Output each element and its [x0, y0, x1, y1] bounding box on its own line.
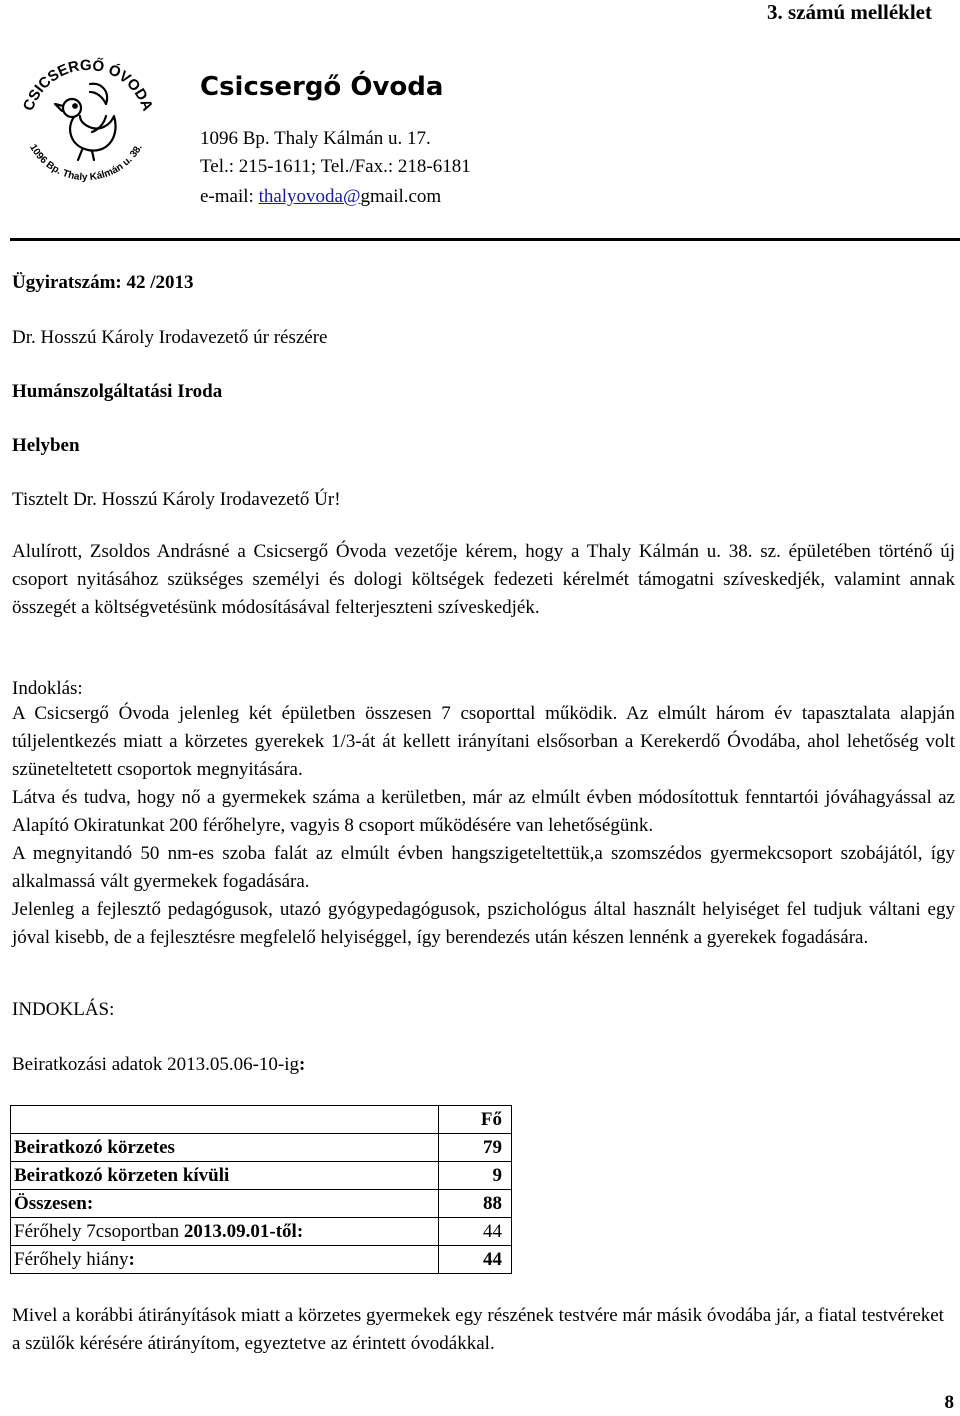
enrollment-title — [12, 1054, 305, 1076]
table-row-label: Beiratkozó körzeten kívüli — [11, 1162, 439, 1190]
table-cell — [11, 1106, 439, 1134]
table-row-label: Beiratkozó körzetes — [11, 1134, 439, 1162]
case-number: Ügyiratszám: 42 /2013 — [12, 272, 194, 293]
table-row-value: 44 — [439, 1246, 512, 1274]
email-domain: gmail.com — [360, 186, 442, 207]
phone: Tel.: 215-1611; Tel./Fax.: 218-6181 — [200, 156, 471, 177]
table-row — [11, 1134, 512, 1162]
table-row — [11, 1218, 512, 1246]
justification-caps: INDOKLÁS: — [12, 999, 115, 1020]
table-row-value: 9 — [439, 1162, 512, 1190]
table-row-label — [11, 1218, 439, 1246]
table-row-label-bold: : — [128, 1248, 135, 1270]
email-prefix: e-mail: — [200, 186, 259, 207]
justification-paragraph: A megnyitandó 50 nm-es szoba falát az elmúlt évben hangszigeteltettük,a szomszédos gyermekcsoport szobájától, így alkalmassá vált gyermekek fogadására. — [12, 843, 955, 892]
email-link[interactable]: thalyovoda@ — [258, 186, 361, 207]
justification-body — [12, 700, 955, 952]
enrollment-title-colon: : — [299, 1054, 306, 1075]
address: 1096 Bp. Thaly Kálmán u. 17. — [200, 128, 431, 149]
request-paragraph — [12, 538, 955, 622]
table-row — [11, 1162, 512, 1190]
page-number: 8 — [944, 1392, 954, 1413]
table-row-value: 79 — [439, 1134, 512, 1162]
enrollment-title-text: Beiratkozási adatok 2013.05.06-10-ig — [12, 1054, 300, 1075]
justification-paragraph: A Csicsergő Óvoda jelenleg két épületben összesen 7 csoporttal működik. Az elmúlt három év tapasztalata alapján túljelentkezés miatt a körzetes gyerekek 1/3-át át kellett irányítani elsősorban a Kerekerdő Óvodába, ahol lehetőség volt szüneteltetett csoportok megnyitására. — [12, 703, 955, 780]
svg-text:1096 Bp. Thaly Kálmán u. 38.: 1096 Bp. Thaly Kálmán u. 38. — [27, 142, 145, 184]
table-row-value: 88 — [439, 1190, 512, 1218]
table-row-label-bold: 2013.09.01-től: — [183, 1220, 304, 1242]
institution-name: Csicsergő Óvoda — [200, 72, 444, 102]
recipient-location: Helyben — [12, 435, 80, 456]
table-row-label: Összesen: — [11, 1190, 439, 1218]
table-row-label-plain: Férőhely hiány — [14, 1248, 129, 1270]
annex-label: 3. számú melléklet — [766, 0, 932, 24]
table-header-row — [11, 1106, 512, 1134]
salutation: Tisztelt Dr. Hosszú Károly Irodavezető Úr! — [12, 489, 341, 510]
table-row-value: 44 — [439, 1218, 512, 1246]
kindergarten-logo — [6, 32, 166, 192]
request-text: Alulírott, Zsoldos Andrásné a Csicsergő Óvoda vezetője kérem, hogy a Thaly Kálmán u. 38. sz. épületében történő új csoport nyitásához szükséges személyi és dologi költségek fedezeti kérelmét támogatni szíveskedjék, valamint annak összegét a költségvetésünk módosításával felterjeszteni szíveskedjék. — [12, 541, 955, 618]
closing-paragraph — [12, 1302, 955, 1358]
bird-icon — [55, 84, 116, 160]
table-row-label — [11, 1246, 439, 1274]
justification-paragraph: Látva és tudva, hogy nő a gyermekek száma a kerületben, már az elmúlt évben módosítottuk fenntartói jóváhagyással az Alapító Okiratunkat 200 férőhelyre, vagyis 8 csoport működésére van lehetőségünk. — [12, 787, 955, 836]
enrollment-table — [10, 1105, 512, 1274]
closing-text: Mivel a korábbi átirányítások miatt a körzetes gyermekek egy részének testvére már másik óvodába jár, a fiatal testvéreket a szülők kérésére átirányítom, egyeztetve az érintett óvodákkal. — [12, 1305, 944, 1354]
table-row — [11, 1246, 512, 1274]
svg-text:CSICSERGŐ ÓVODA: CSICSERGŐ ÓVODA — [19, 56, 157, 114]
justification-paragraph: Jelenleg a fejlesztő pedagógusok, utazó gyógypedagógusok, pszichológus által használt helyiséget fel tudjuk váltani egy jóval kisebb, de a fejlesztésre megfelelő helyiséggel, így berendezés után készen lennénk a gyerekek fogadására. — [12, 899, 955, 948]
table-row — [11, 1190, 512, 1218]
recipient-office: Humánszolgáltatási Iroda — [12, 381, 223, 402]
justification-label: Indoklás: — [12, 678, 83, 699]
header-divider — [10, 238, 960, 241]
email-line — [200, 186, 441, 208]
table-header-count: Fő — [439, 1106, 512, 1134]
recipient-name: Dr. Hosszú Károly Irodavezető úr részére — [12, 327, 328, 348]
table-row-label-plain: Férőhely 7csoportban — [14, 1220, 184, 1242]
